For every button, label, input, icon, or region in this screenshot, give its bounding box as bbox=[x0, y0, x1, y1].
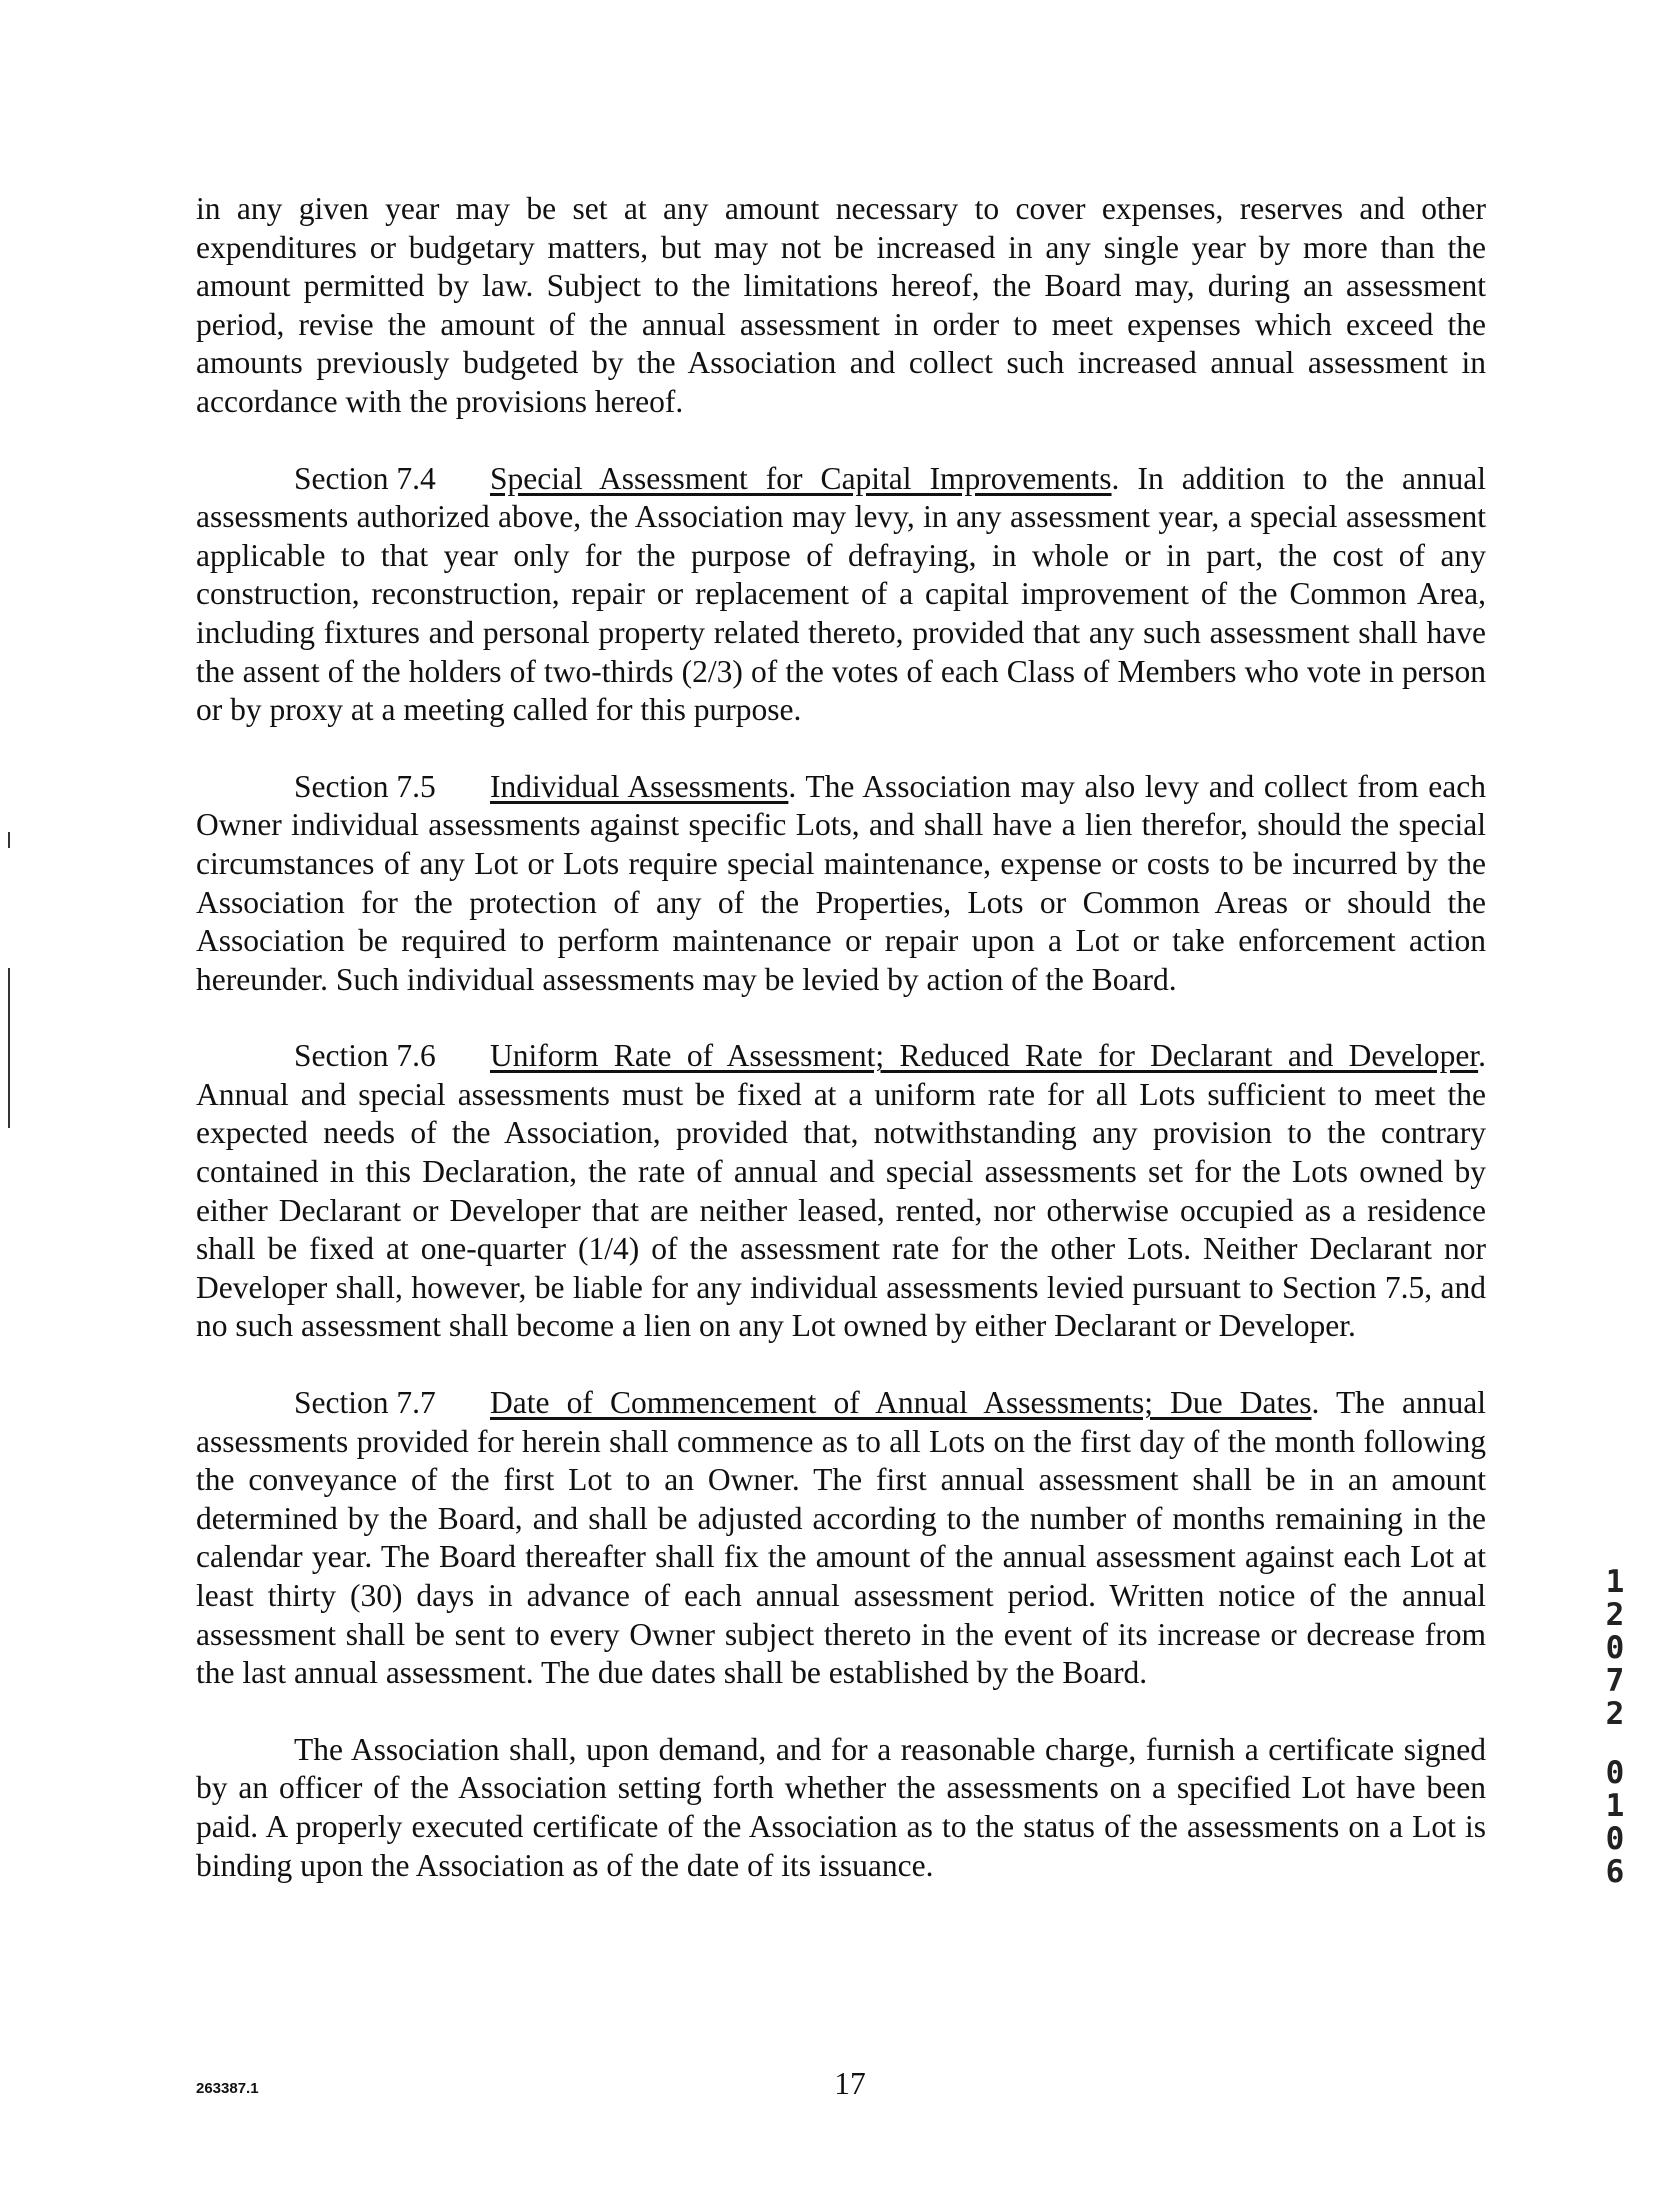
recording-stamp bbox=[1598, 1566, 1632, 1889]
stamp-digit: 2 bbox=[1605, 1696, 1625, 1732]
closing-paragraph: The Association shall, upon demand, and for a reasonable charge, furnish a certificate signed by an officer of the Association setting forth whether the assessments on a specified Lot have been paid. A properly executed certificate of the Association as to the status of the assessments on a Lot is binding upon the Association as of the date of its issuance. bbox=[196, 1731, 1486, 1883]
section-number: Section 7.4 bbox=[294, 460, 436, 496]
stamp-digit: 1 bbox=[1605, 1788, 1625, 1824]
section-7-7: Section 7.7 Date of Commencement of Annual Assessments; Due Dates. The annual assessments provided for herein shall commence as to all Lots on the first day of the month following the conveyance of the first Lot to an Owner. The first annual assessment shall be in an amount determined by the Board, and shall be adjusted according to the number of months remaining in the calendar year. The Board thereafter shall fix the amount of the annual assessment against each Lot at least thirty (30) days in advance of each annual assessment period. Written notice of the annual assessment shall be sent to every Owner subject thereto in the event of its increase or decrease from the last annual assessment. The due dates shall be established by the Board. bbox=[196, 1385, 1487, 1691]
stamp-digit: 7 bbox=[1605, 1663, 1625, 1699]
document-body bbox=[196, 190, 1486, 1923]
section-text: Annual and special assessments must be fixed at a uniform rate for all Lots sufficient to meet the expected needs of the Association, provided that, notwithstanding any provision to the contrary contained in this Declaration, the rate of annual and special assessments set for the Lots owned by either Declarant or Developer that are neither leased, rented, nor otherwise occupied as a residence shall be fixed at one-quarter (1/4) of the assessment rate for the other Lots. Neither Declarant nor Developer shall, however, be liable for any individual assessments levied pursuant to Section 7.5, and no such assessment shall become a lien on any Lot owned by either Declarant or Developer. bbox=[196, 1076, 1486, 1344]
margin-mark bbox=[8, 832, 10, 848]
margin-mark bbox=[8, 968, 10, 1128]
section-7-5: Section 7.5 Individual Assessments. The Association may also levy and collect from each Owner individual assessments against specific Lots, and shall have a lien therefor, should the special circumstances of any Lot or Lots require special maintenance, expense or costs to be incurred by the Association for the protection of any of the Properties, Lots or Common Areas or should the Association be required to perform maintenance or repair upon a Lot or take enforcement action hereunder. Such individual assessments may be levied by action of the Board. bbox=[196, 768, 1486, 997]
section-7-4: Section 7.4 Special Assessment for Capital Improvements. In addition to the annual assessments authorized above, the Association may levy, in any assessment year, a special assessment applicable to that year only for the purpose of defraying, in whole or in part, the cost of any construction, reconstruction, repair or replacement of a capital improvement of the Common Area, including fixtures and personal property related thereto, provided that any such assessment shall have the assent of the holders of two-thirds (2/3) of the votes of each Class of Members who vote in person or by proxy at a meeting called for this purpose. bbox=[196, 460, 1487, 728]
section-number: Section 7.6 bbox=[294, 1038, 436, 1074]
stamp-digit: 6 bbox=[1605, 1854, 1625, 1890]
stamp-digit: 0 bbox=[1605, 1821, 1625, 1857]
opening-paragraph: in any given year may be set at any amount necessary to cover expenses, reserves and other expenditures or budgetary matters, but may not be increased in any single year by more than the amount permitted by law. Subject to the limitations hereof, the Board may, during an assessment period, revise the amount of the annual assessment in order to meet expenses which exceed the amounts previously budgeted by the Association and collect such increased annual assessment in accordance with the provisions hereof. bbox=[196, 191, 1486, 419]
stamp-gap bbox=[1598, 1731, 1632, 1757]
section-title: Date of Commencement of Annual Assessments; Due Dates bbox=[490, 1385, 1312, 1421]
stamp-digit: 2 bbox=[1605, 1597, 1625, 1633]
section-text: The annual assessments provided for herein shall commence as to all Lots on the first day of the month following the conveyance of the first Lot to an Owner. The first annual assessment shall be in an amount determined by the Board, and shall be adjusted according to the number of months remaining in the calendar year. The Board thereafter shall fix the amount of the annual assessment against each Lot at least thirty (30) days in advance of each annual assessment period. Written notice of the annual assessment shall be sent to every Owner subject thereto in the event of its increase or decrease from the last annual assessment. The due dates shall be established by the Board. bbox=[196, 1385, 1487, 1691]
stamp-digit: 0 bbox=[1605, 1755, 1625, 1791]
stamp-digit: 0 bbox=[1605, 1630, 1625, 1666]
page-number: 17 bbox=[834, 2066, 866, 2101]
section-title: Individual Assessments bbox=[490, 768, 789, 804]
section-number: Section 7.5 bbox=[294, 768, 436, 804]
section-text: The Association may also levy and collect from each Owner individual assessments against specific Lots, and shall have a lien therefor, should the special circumstances of any Lot or Lots require special maintenance, expense or costs to be incurred by the Association for the protection of any of the Properties, Lots or Common Areas or should the Association be required to perform maintenance or repair upon a Lot or take enforcement action hereunder. Such individual assessments may be levied by action of the Board. bbox=[196, 768, 1486, 997]
section-text: In addition to the annual assessments authorized above, the Association may levy, in any assessment year, a special assessment applicable to that year only for the purpose of defraying, in whole or in part, the cost of any construction, reconstruction, repair or replacement of a capital improvement of the Common Area, including fixtures and personal property related thereto, provided that any such assessment shall have the assent of the holders of two-thirds (2/3) of the votes of each Class of Members who vote in person or by proxy at a meeting called for this purpose. bbox=[196, 460, 1487, 728]
section-title: Special Assessment for Capital Improvements bbox=[490, 460, 1112, 496]
section-number: Section 7.7 bbox=[294, 1385, 436, 1421]
footer-document-id: 263387.1 bbox=[196, 2080, 259, 2097]
stamp-digit: 1 bbox=[1605, 1564, 1625, 1600]
section-title: Uniform Rate of Assessment; Reduced Rate for Declarant and Developer bbox=[490, 1038, 1479, 1074]
section-7-6: Section 7.6 Uniform Rate of Assessment; Reduced Rate for Declarant and Developer. Annual and special assessments must be fixed at a uniform rate for all Lots sufficient to meet the expected needs of the Association, provided that, notwithstanding any provision to the contrary contained in this Declaration, the rate of annual and special assessments set for the Lots owned by either Declarant or Developer that are neither leased, rented, nor otherwise occupied as a residence shall be fixed at one-quarter (1/4) of the assessment rate for the other Lots. Neither Declarant nor Developer shall, however, be liable for any individual assessments levied pursuant to Section 7.5, and no such assessment shall become a lien on any Lot owned by either Declarant or Developer. bbox=[196, 1038, 1486, 1344]
